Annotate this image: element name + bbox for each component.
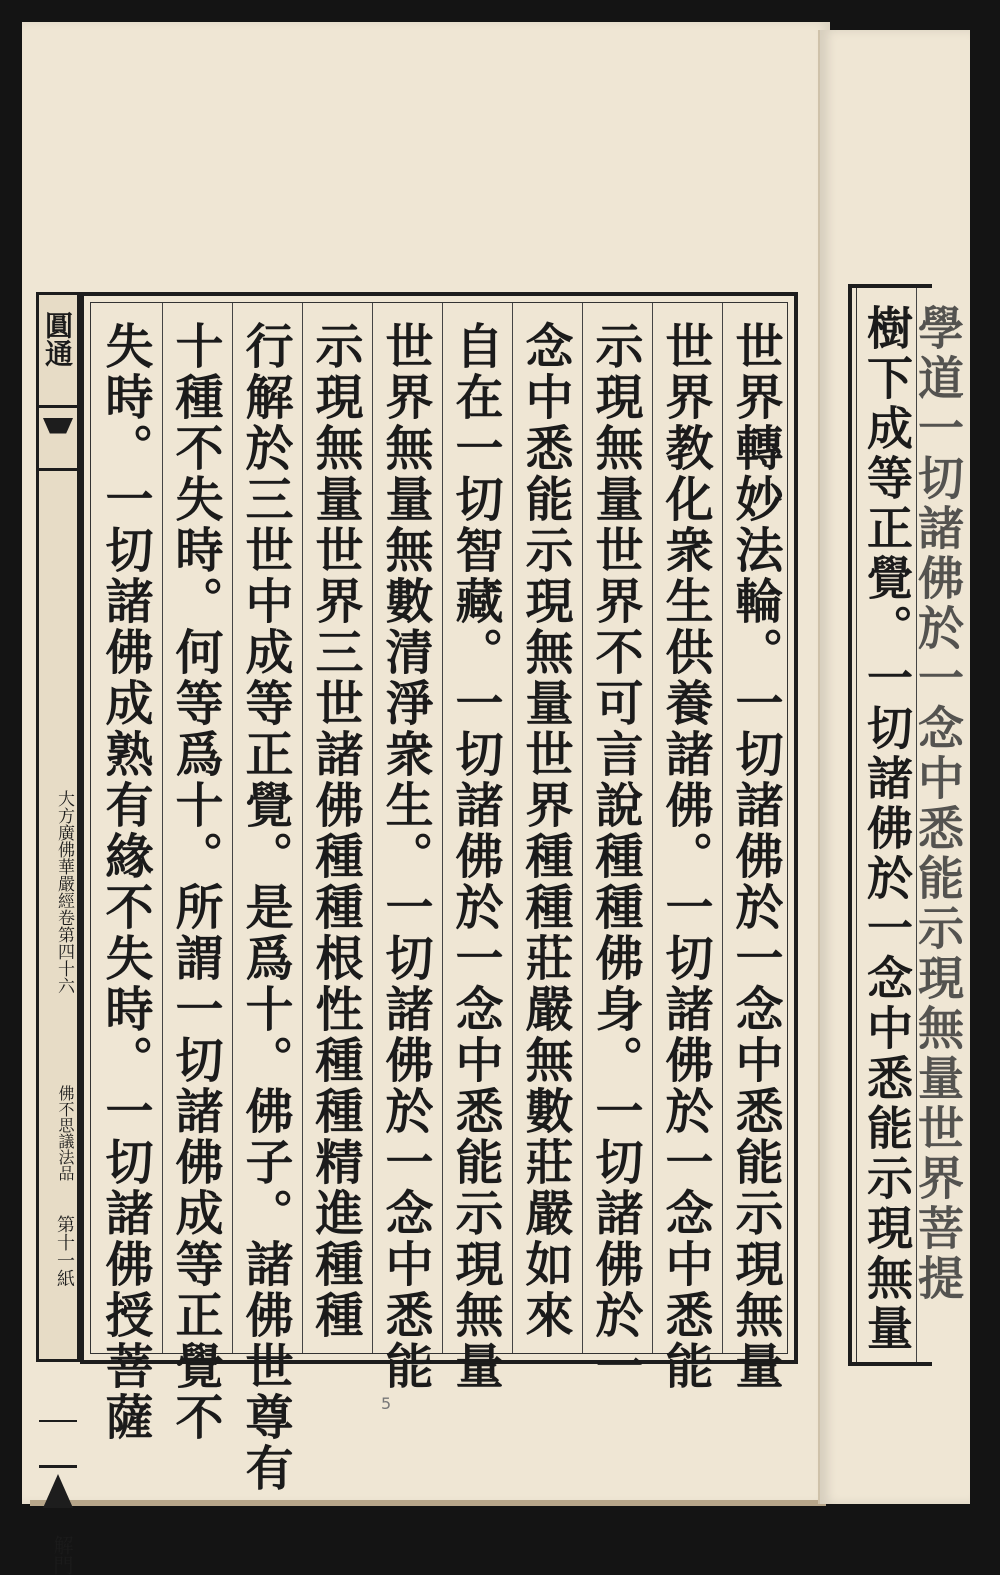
column-text: 行解於三世中成等正覺。是爲十。佛子。諸佛世尊有 — [237, 321, 293, 1494]
column-text: 世界無量無數清淨衆生。一切諸佛於一念中悉能 — [377, 321, 433, 1392]
column-text: 失時。一切諸佛成熟有緣不失時。一切諸佛授菩薩 — [97, 321, 153, 1443]
strip-title: 圓通 — [41, 311, 74, 367]
next-page-rule — [856, 288, 857, 1362]
column-text: 世界轉妙法輪。一切諸佛於一念中悉能示現無量 — [727, 321, 783, 1392]
text-column — [722, 303, 787, 1392]
page-edge — [30, 1500, 826, 1506]
column-text: 示現無量世界不可言說種種佛身。一切諸佛於一 — [587, 321, 643, 1392]
text-column — [652, 303, 717, 1392]
main-text-frame — [80, 292, 798, 1494]
fish-tail-ornament-top — [39, 405, 77, 471]
next-page-frame — [848, 284, 965, 1366]
column-text: 世界教化衆生供養諸佛。一切諸佛於一念中悉能 — [657, 321, 713, 1392]
fish-tail-ornament-bottom — [39, 1465, 77, 1528]
strip-volume — [48, 790, 77, 994]
next-page-column — [858, 294, 916, 1356]
next-page-column-text: 學道一切諸佛於一念中悉能示現無量世界菩提 — [911, 304, 965, 1304]
column-text: 念中悉能示現無量世界種種莊嚴無數莊嚴如來 — [517, 321, 573, 1341]
strip-divider — [39, 1420, 77, 1422]
text-column — [93, 303, 157, 1443]
strip-part: 解門 — [50, 1535, 74, 1575]
next-page-column — [911, 294, 965, 1356]
text-column — [512, 303, 577, 1353]
text-column — [442, 303, 507, 1392]
text-column — [302, 303, 367, 1353]
strip-page-number: 第十一紙 — [54, 1215, 75, 1287]
pencil-page-note: 5 — [381, 1394, 392, 1413]
text-columns — [90, 302, 788, 1494]
strip-volume-title: 大方廣佛華嚴經卷第四十六 — [54, 790, 74, 994]
margin-strip — [36, 292, 80, 1575]
strip-chapter: 佛不思議法品 — [56, 1085, 75, 1181]
text-column — [232, 303, 297, 1494]
text-column — [162, 303, 227, 1443]
text-column — [372, 303, 437, 1392]
column-text: 十種不失時。何等爲十。所謂一切諸佛成等正覺不 — [167, 321, 223, 1443]
column-text: 自在一切智藏。一切諸佛於一念中悉能示現無量 — [447, 321, 503, 1392]
next-page-column-text: 樹下成等正覺。一切諸佛於一念中悉能示現無量 — [860, 304, 914, 1354]
column-text: 示現無量世界三世諸佛種種根性種種精進種種 — [307, 321, 363, 1341]
text-column — [582, 303, 647, 1392]
